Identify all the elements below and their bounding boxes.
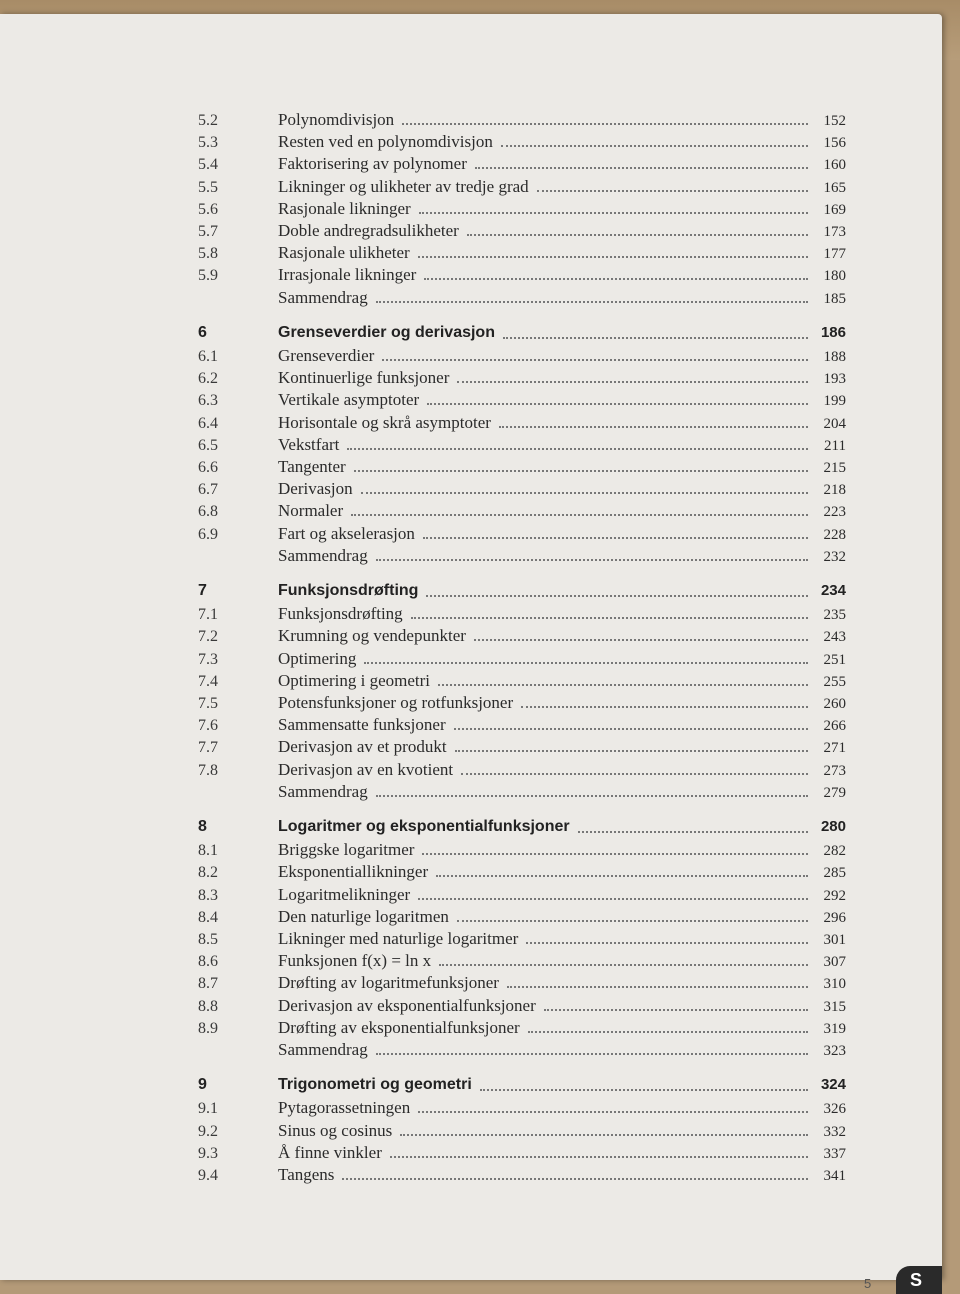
toc-page-number: 266 [823, 718, 846, 735]
dot-leader [457, 920, 808, 922]
toc-page-number: 235 [823, 607, 846, 624]
toc-row [198, 1040, 846, 1064]
toc-section-title: Derivasjon av et produkt [278, 737, 447, 757]
toc-section-number: 8.1 [198, 842, 218, 860]
toc-page-number: 319 [823, 1020, 846, 1037]
toc-section-title: Likninger med naturlige logaritmer [278, 929, 519, 948]
toc-row [198, 604, 846, 628]
toc-page-number: 193 [823, 371, 846, 388]
toc-page-number: 228 [823, 526, 846, 543]
toc-chapter-row [198, 582, 846, 606]
toc-page-number: 332 [823, 1123, 846, 1140]
dot-leader [501, 145, 808, 147]
toc-section-title: Sammendrag [278, 287, 368, 307]
toc-row [198, 951, 846, 975]
toc-section-number: 6 [198, 323, 207, 341]
toc-page-number: 204 [823, 415, 846, 432]
toc-section-title: Trigonometri og geometri [278, 1076, 472, 1094]
dot-leader [422, 853, 808, 855]
dot-leader [411, 617, 808, 619]
toc-section-title: Faktorisering av polynomer [278, 154, 467, 174]
toc-row [198, 288, 846, 312]
toc-page-number: 152 [823, 113, 846, 129]
toc-page-number: 323 [823, 1043, 846, 1059]
toc-page-number: 285 [823, 865, 846, 882]
toc-section-number: 8.2 [198, 864, 218, 882]
toc-page-number: 169 [823, 201, 846, 218]
toc-section-title: Likninger og ulikheter av tredje grad [278, 176, 529, 196]
toc-row [198, 737, 846, 761]
toc-section-number: 7.2 [198, 628, 218, 646]
dot-leader [455, 750, 808, 752]
toc-section-number: 6.3 [198, 392, 218, 410]
toc-section-number: 8.7 [198, 975, 218, 993]
toc-section-title: Kontinuerlige funksjoner [278, 368, 450, 388]
toc-section-title: Vekstfart [278, 434, 340, 454]
toc-section-number: 7 [198, 582, 207, 599]
dot-leader [424, 278, 808, 280]
toc-section-title: Sammendrag [278, 781, 368, 801]
toc-row [198, 265, 846, 289]
toc-section-title: Vertikale asymptoter [278, 390, 420, 410]
toc-section-number: 7.4 [198, 672, 218, 690]
toc-page-number: 255 [823, 673, 846, 690]
toc-chapter-row [198, 818, 846, 842]
toc-row [198, 1018, 846, 1042]
toc-section-title: Drøfting av logaritmefunksjoner [278, 973, 499, 993]
dot-leader [457, 381, 808, 383]
toc-section-number: 9.2 [198, 1122, 218, 1140]
toc-section-title: Potensfunksjoner og rotfunksjoner [278, 693, 514, 712]
toc-section-title: Funksjonsdrøfting [278, 582, 419, 599]
toc-section-number: 6.9 [198, 525, 218, 543]
toc-page-number: 232 [823, 548, 846, 565]
toc-section-title: Tangenter [278, 457, 346, 476]
toc-section-title: Derivasjon av eksponentialfunksjoner [278, 995, 536, 1015]
toc-section-title: Drøfting av eksponentialfunksjoner [278, 1017, 520, 1037]
toc-section-title: Å finne vinkler [278, 1142, 382, 1162]
dot-leader [418, 898, 808, 900]
dot-leader [436, 875, 808, 877]
toc-row [198, 973, 846, 997]
toc-section-number: 9.3 [198, 1144, 218, 1162]
toc-page-number: 160 [823, 157, 846, 174]
dot-leader [376, 1053, 808, 1055]
toc-page-number: 326 [823, 1101, 846, 1118]
toc-section-title: Funksjonsdrøfting [278, 604, 403, 624]
toc-row [198, 177, 846, 201]
toc-section-number: 5.3 [198, 134, 218, 152]
toc-section-number: 5.4 [198, 156, 218, 174]
book-page [0, 14, 942, 1291]
toc-section-title: Optimering [278, 648, 357, 668]
toc-page-number: 292 [823, 887, 846, 904]
dot-leader [364, 662, 808, 664]
toc-row [198, 132, 846, 156]
toc-section-title: Funksjonen f(x) = ln x [278, 951, 432, 971]
toc-page-number: 315 [823, 998, 846, 1015]
toc-section-number: 8 [198, 818, 207, 835]
dot-leader [423, 537, 808, 539]
toc-section-number: 7.3 [198, 650, 218, 668]
toc-page-number: 243 [823, 629, 846, 646]
dot-leader [578, 831, 808, 833]
toc-section-number: 8.4 [198, 908, 218, 926]
dot-leader [544, 1009, 808, 1011]
dot-leader [418, 1111, 808, 1113]
toc-row [198, 862, 846, 886]
toc-row [198, 110, 846, 134]
toc-page-number: 337 [823, 1145, 846, 1162]
toc-section-title: Briggske logaritmer [278, 840, 415, 860]
toc-row [198, 626, 846, 650]
toc-section-title: Sinus og cosinus [278, 1120, 393, 1140]
dot-leader [402, 123, 808, 125]
toc-section-title: Optimering i geometri [278, 670, 431, 690]
toc-page-number: 282 [823, 843, 846, 860]
toc-section-title: Horisontale og skrå asymptoter [278, 412, 491, 432]
toc-section-number: 5.2 [198, 112, 218, 129]
dot-leader [351, 514, 808, 516]
toc-row [198, 457, 846, 481]
toc-section-number: 7.7 [198, 739, 218, 757]
toc-page-number: 251 [823, 651, 846, 668]
toc-section-title: Derivasjon [278, 479, 353, 499]
toc-section-number: 9.1 [198, 1100, 218, 1118]
toc-section-number: 7.6 [198, 717, 218, 735]
toc-page-number: 156 [823, 135, 846, 152]
dot-leader [521, 706, 808, 708]
dot-leader [503, 337, 808, 339]
toc-page-number: 260 [823, 696, 846, 712]
toc-row [198, 524, 846, 548]
toc-row [198, 413, 846, 437]
dot-leader [454, 728, 808, 730]
toc-row [198, 1121, 846, 1145]
toc-section-number: 7.1 [198, 606, 218, 624]
dot-leader [461, 773, 808, 775]
toc-row [198, 671, 846, 695]
toc-section-title: Pytagorassetningen [278, 1098, 411, 1118]
toc-page-number: 310 [823, 976, 846, 993]
toc-row [198, 479, 846, 503]
toc-row [198, 693, 846, 717]
toc-page-number: 177 [823, 246, 846, 263]
toc-section-number: 7.8 [198, 761, 218, 779]
dot-leader [537, 190, 808, 192]
dot-leader [467, 234, 808, 236]
toc-row [198, 154, 846, 178]
toc-section-number: 6.6 [198, 459, 218, 476]
toc-section-number: 6.4 [198, 414, 218, 432]
toc-section-number: 9 [198, 1076, 207, 1094]
dot-leader [475, 167, 808, 169]
toc-row [198, 1165, 846, 1189]
toc-section-number: 5.6 [198, 200, 218, 218]
toc-section-title: Grenseverdier [278, 346, 375, 365]
toc-chapter-row [198, 1076, 846, 1100]
toc-row [198, 501, 846, 525]
toc-row [198, 199, 846, 223]
dot-leader [376, 559, 808, 561]
dot-leader [361, 492, 808, 494]
dot-leader [418, 256, 808, 258]
toc-page-number: 199 [823, 393, 846, 410]
toc-section-title: Grenseverdier og derivasjon [278, 323, 495, 341]
toc-page-number: 186 [820, 323, 846, 341]
toc-page-number: 271 [823, 740, 846, 757]
toc-section-number: 9.4 [198, 1167, 218, 1184]
toc-row [198, 760, 846, 784]
toc-page-number: 173 [823, 224, 846, 240]
toc-section-number: 6.1 [198, 348, 218, 365]
toc-row [198, 649, 846, 673]
toc-section-title: Irrasjonale likninger [278, 265, 417, 285]
toc-section-title: Eksponentiallikninger [278, 862, 429, 882]
toc-section-title: Krumning og vendepunkter [278, 626, 466, 646]
toc-section-title: Sammensatte funksjoner [278, 715, 446, 735]
toc-row [198, 996, 846, 1020]
toc-section-number: 5.8 [198, 245, 218, 263]
toc-page-number: 324 [820, 1076, 846, 1094]
toc-row [198, 929, 846, 953]
toc-section-title: Resten ved en polynomdivisjon [278, 132, 493, 152]
toc-section-number: 6.8 [198, 503, 218, 521]
toc-section-number: 6.2 [198, 370, 218, 388]
toc-row [198, 1098, 846, 1122]
toc-page-number: 341 [823, 1168, 846, 1184]
toc-row [198, 368, 846, 392]
toc-page-number: 218 [823, 482, 846, 499]
dot-leader [376, 795, 808, 797]
section-tab-letter: S [910, 1269, 923, 1290]
toc-row [198, 346, 846, 370]
page-number: 5 [864, 1276, 872, 1291]
toc-page-number: 301 [823, 932, 846, 948]
toc-section-title: Fart og akselerasjon [278, 523, 415, 543]
toc-section-title: Sammendrag [278, 545, 368, 565]
dot-leader [342, 1178, 808, 1180]
toc-row [198, 1143, 846, 1167]
toc-row [198, 885, 846, 909]
toc-section-title: Sammendrag [278, 1040, 368, 1059]
dot-leader [499, 426, 808, 428]
toc-section-title: Logaritmer og eksponentialfunksjoner [278, 818, 570, 835]
toc-row [198, 390, 846, 414]
toc-page-number: 211 [824, 437, 846, 454]
toc-section-number: 5.5 [198, 178, 218, 196]
toc-section-number: 8.5 [198, 931, 218, 948]
toc-page-number: 234 [820, 582, 846, 599]
toc-page-number: 188 [823, 349, 846, 365]
toc-page-number: 307 [823, 954, 846, 971]
section-tab [896, 1266, 942, 1294]
dot-leader [419, 212, 808, 214]
dot-leader [438, 684, 808, 686]
toc-section-number: 8.8 [198, 997, 218, 1015]
dot-leader [347, 448, 808, 450]
toc-page-number: 223 [823, 504, 846, 521]
dot-leader [474, 639, 808, 641]
toc-section-title: Rasjonale ulikheter [278, 243, 410, 263]
toc-row [198, 221, 846, 245]
toc-section-number: 6.5 [198, 436, 218, 454]
toc-page-number: 185 [823, 290, 846, 307]
toc-page-number: 280 [820, 818, 846, 835]
dot-leader [400, 1134, 808, 1136]
dot-leader [376, 301, 808, 303]
toc-row [198, 907, 846, 931]
dot-leader [390, 1156, 808, 1158]
toc-section-number: 8.6 [198, 953, 218, 971]
toc-section-number: 5.9 [198, 267, 218, 285]
dot-leader [526, 942, 808, 944]
dot-leader [528, 1031, 808, 1033]
toc-section-number: 8.3 [198, 886, 218, 904]
dot-leader [480, 1089, 808, 1091]
toc-page-number: 215 [823, 460, 846, 476]
toc-section-number: 8.9 [198, 1019, 218, 1037]
toc-row [198, 782, 846, 806]
toc-section-title: Tangens [278, 1165, 335, 1184]
toc-page-number: 180 [823, 268, 846, 285]
toc-page-number: 165 [823, 179, 846, 196]
toc-section-title: Logaritmelikninger [278, 884, 411, 904]
dot-leader [427, 403, 808, 405]
toc-section-title: Den naturlige logaritmen [278, 906, 449, 926]
toc-section-title: Doble andregradsulikheter [278, 221, 459, 240]
toc-row [198, 715, 846, 739]
toc-row [198, 435, 846, 459]
toc-section-title: Derivasjon av en kvotient [278, 759, 454, 779]
toc-page-number: 296 [823, 909, 846, 926]
toc-chapter-row [198, 324, 846, 348]
toc-row [198, 243, 846, 267]
dot-leader [354, 470, 808, 472]
toc-section-title: Normaler [278, 501, 344, 521]
dot-leader [426, 595, 808, 597]
toc-page-number: 273 [823, 762, 846, 779]
toc-page-number: 279 [823, 784, 846, 801]
toc-section-number: 7.5 [198, 695, 218, 712]
dot-leader [507, 986, 808, 988]
toc-row [198, 840, 846, 864]
toc-section-title: Polynomdivisjon [278, 110, 395, 129]
toc-row [198, 546, 846, 570]
dot-leader [439, 964, 808, 966]
toc-section-number: 5.7 [198, 223, 218, 240]
dot-leader [382, 359, 808, 361]
toc-section-title: Rasjonale likninger [278, 198, 411, 218]
toc-section-number: 6.7 [198, 481, 218, 499]
